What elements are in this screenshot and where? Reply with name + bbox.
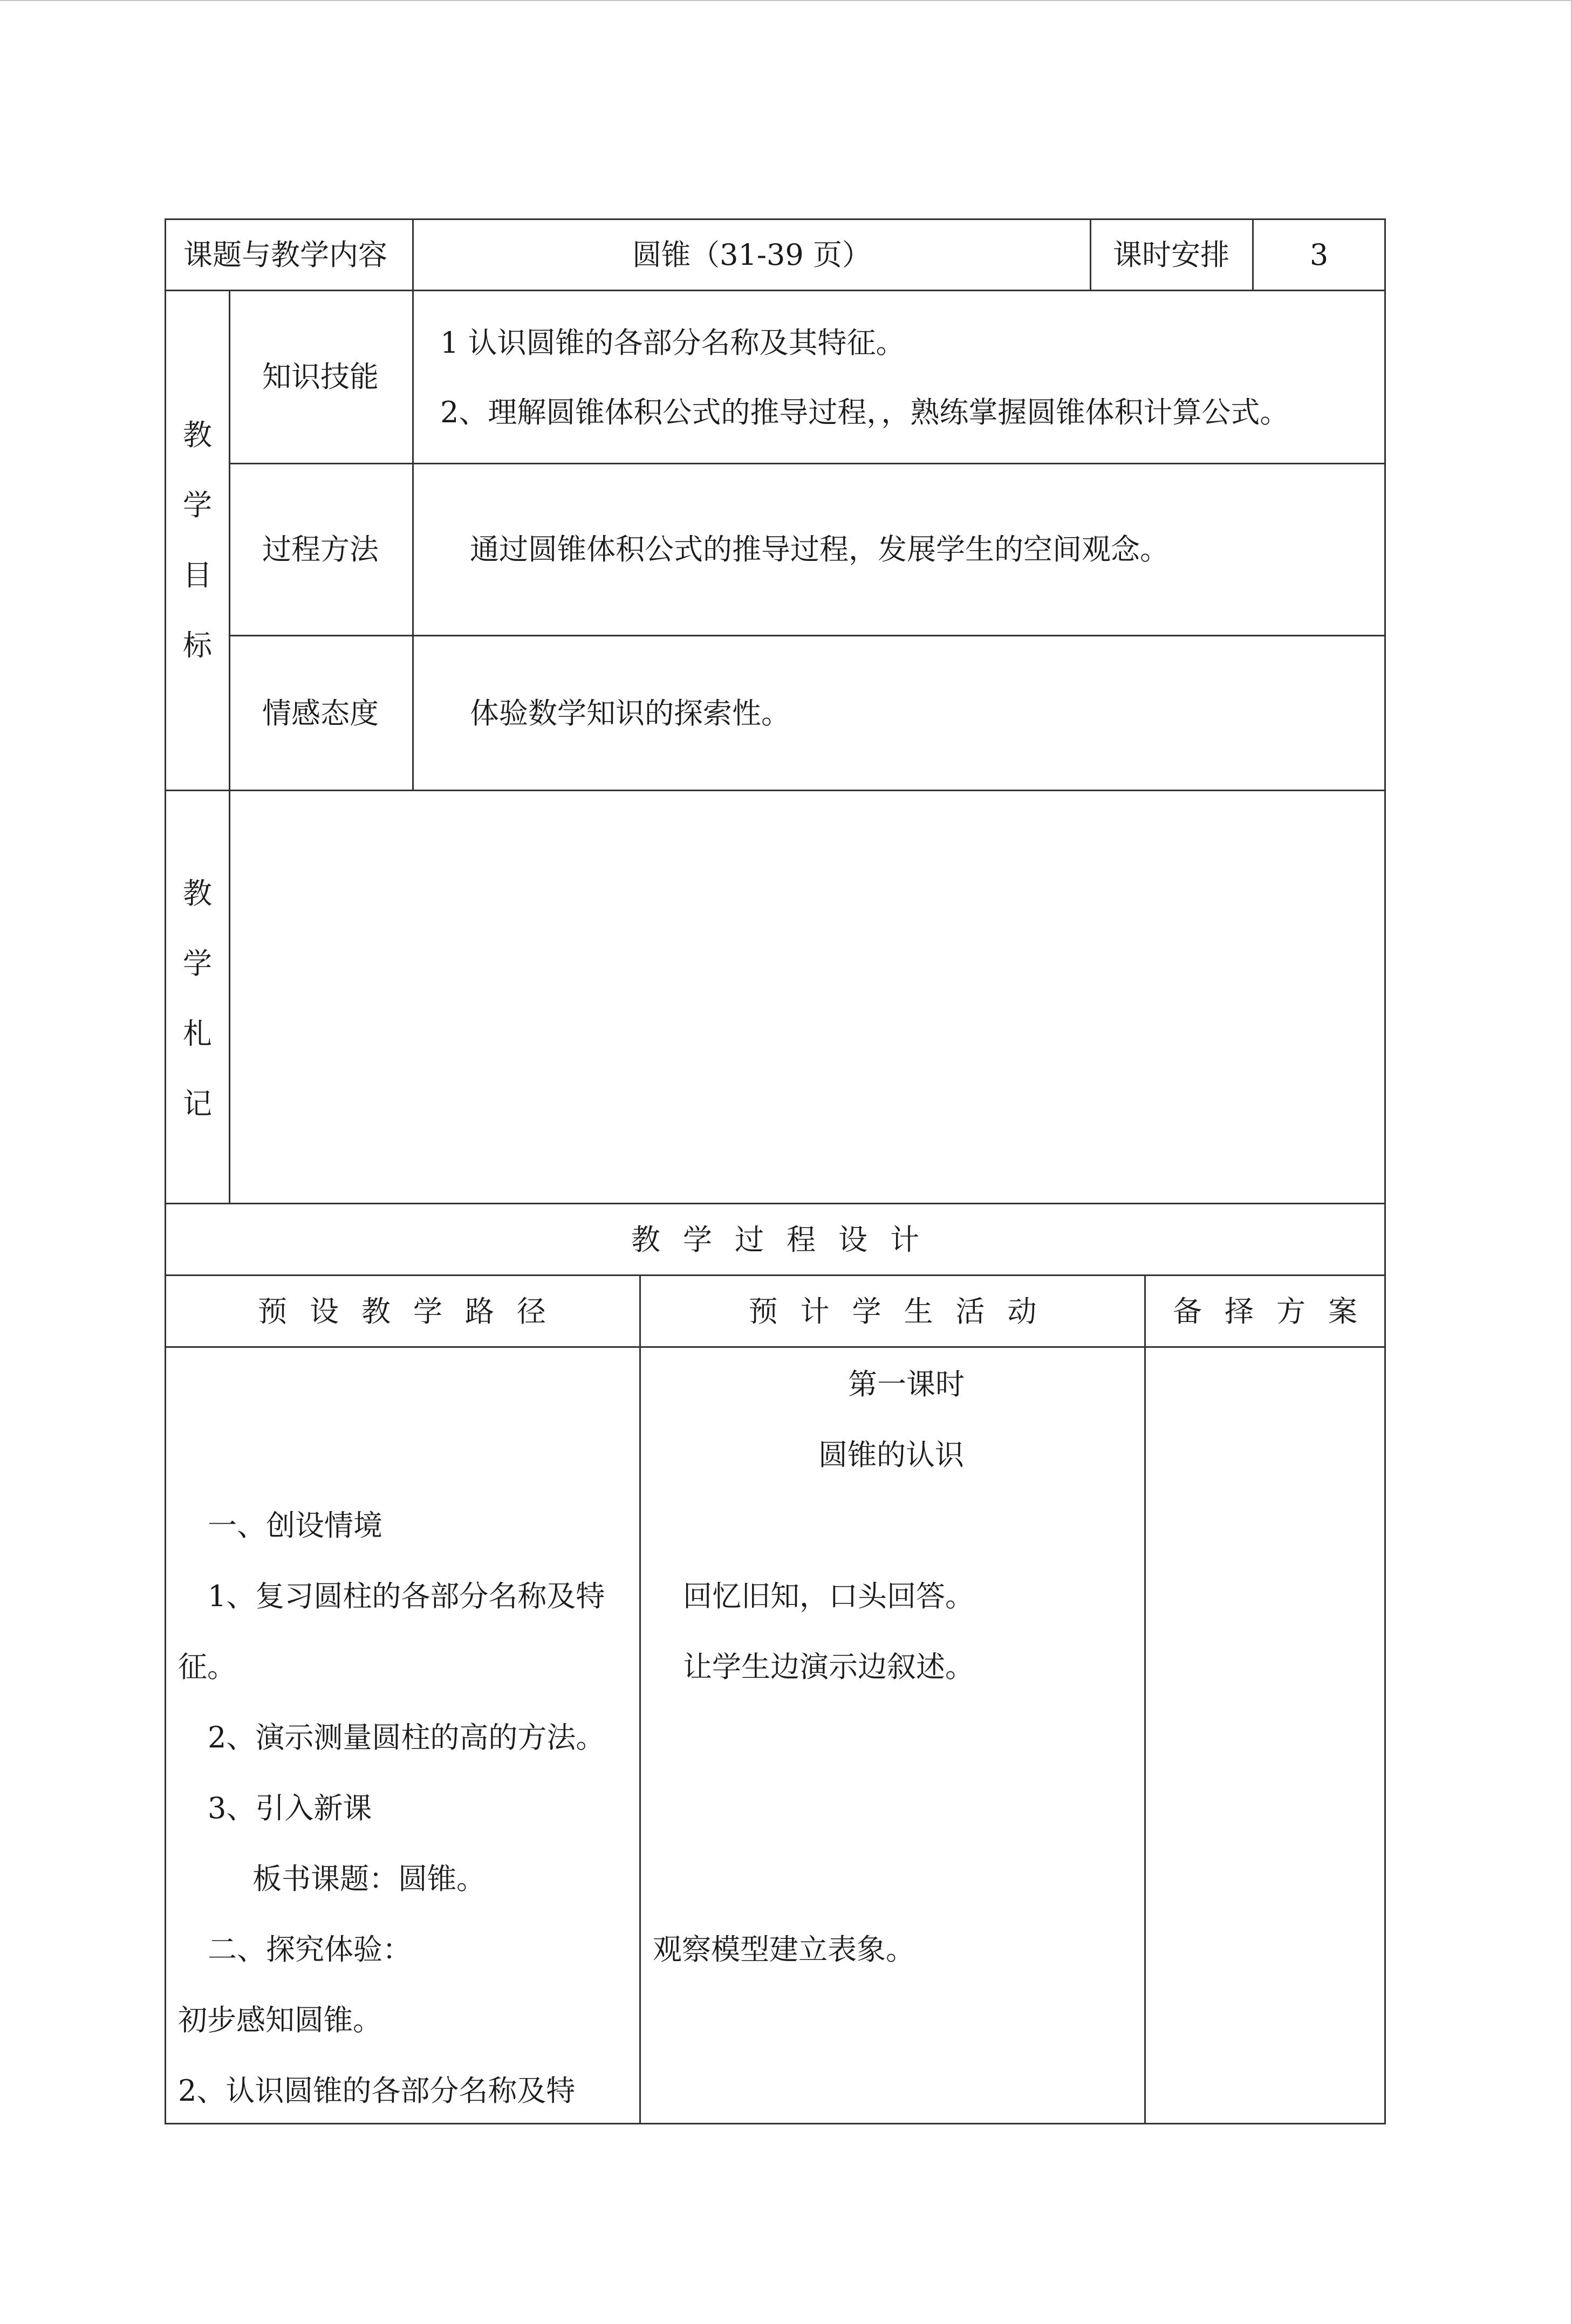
list-item: 观察模型建立表象。	[653, 1932, 915, 1966]
process-label: 过程方法	[262, 532, 379, 566]
list-item: 1、复习圆柱的各部分名称及特	[208, 1579, 605, 1613]
process-text: 通过圆锥体积公式的推导过程，发展学生的空间观念。	[470, 532, 1169, 566]
list-item: 二、探究体验：	[208, 1932, 412, 1966]
column-header-path: 预设教学路径	[258, 1294, 569, 1328]
list-item: 3、引入新课	[208, 1791, 372, 1825]
knowledge-label: 知识技能	[262, 360, 379, 394]
topic-value: 圆锥（31-39 页）	[632, 238, 871, 272]
column-header-alternatives: 备择方案	[1173, 1294, 1380, 1328]
design-title: 教学过程设计	[631, 1223, 942, 1257]
notes-area[interactable]	[230, 791, 1384, 1203]
list-item: 一、创设情境	[208, 1509, 382, 1543]
list-item: 初步感知圆锥。	[178, 2003, 382, 2037]
list-item: 回忆旧知，口头回答。	[683, 1579, 974, 1613]
hours-label: 课时安排	[1113, 238, 1229, 272]
list-item: 征。	[178, 1650, 236, 1684]
list-item: 板书课题：圆锥。	[252, 1862, 486, 1896]
list-item: 让学生边演示边叙述。	[683, 1650, 974, 1684]
hours-value: 3	[1309, 238, 1329, 272]
column-header-activity: 预计学生活动	[748, 1294, 1060, 1328]
knowledge-line-1: 1 认识圆锥的各部分名称及其特征。	[440, 326, 905, 360]
emotion-text: 体验数学知识的探索性。	[470, 696, 790, 730]
list-item: 2、认识圆锥的各部分名称及特	[178, 2074, 576, 2108]
alternatives-area[interactable]	[1146, 1348, 1384, 2123]
list-item: 第一课时	[848, 1367, 965, 1401]
knowledge-line-2: 2、理解圆锥体积公式的推导过程，，熟练掌握圆锥体积计算公式。	[440, 395, 1289, 429]
list-item: 圆锥的认识	[818, 1438, 964, 1472]
list-item: 2、演示测量圆柱的高的方法。	[208, 1720, 605, 1754]
topic-label: 课题与教学内容	[183, 238, 387, 272]
emotion-label: 情感态度	[262, 696, 379, 730]
